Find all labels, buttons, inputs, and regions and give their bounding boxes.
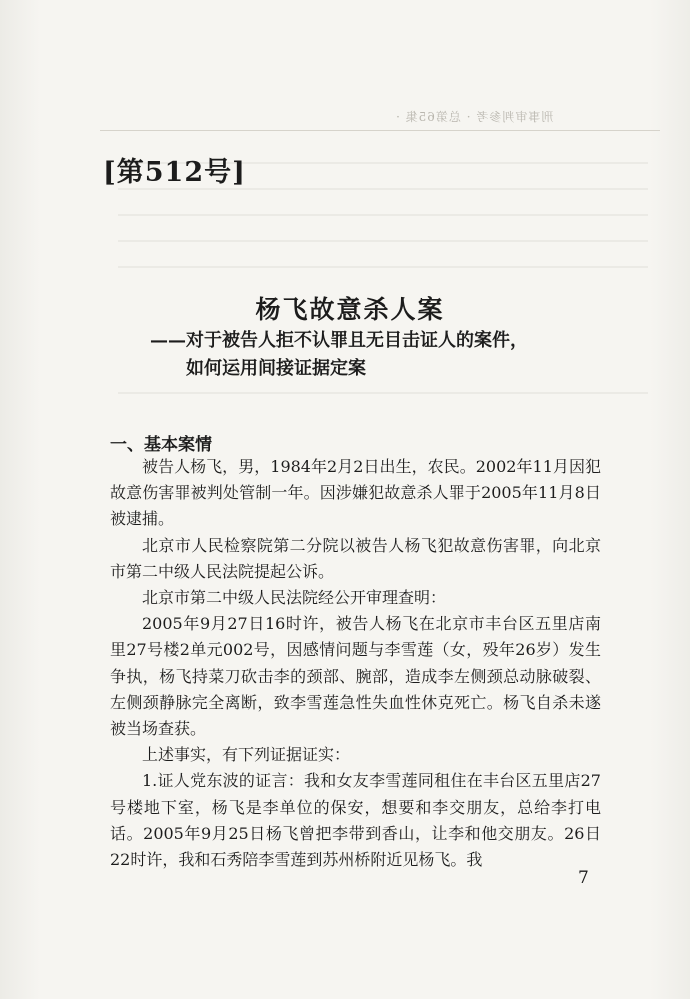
paragraph-prosecution: 北京市人民检察院第二分院以被告人杨飞犯故意伤害罪，向北京市第二中级人民法院提起公诉。 (110, 535, 601, 581)
paragraph-defendant-info: 被告人杨飞，男，1984年2月2日出生，农民。2002年11月因犯故意伤害罪被判处管制一年。因涉嫌犯故意杀人罪于2005年11月8日被逮捕。 (110, 457, 601, 529)
paragraph-facts: 2005年9月27日16时许，被告人杨飞在北京市丰台区五里店南里27号楼2单元002号，因感情问题与李雪莲（女，殁年26岁）发生争执，杨飞持菜刀砍击李的颈部、腕部，造成李左侧颈总动脉破裂、左侧颈静脉完全离断，致李雪莲急性失血性休克死亡。杨飞自杀未遂被当场查获。 (110, 614, 601, 739)
bleedthrough-texture (118, 214, 648, 216)
case-number: [第512号] (103, 157, 246, 188)
case-subtitle-line-2: 如何运用间接证据定案 (186, 358, 366, 379)
header-rule (100, 130, 660, 131)
paragraph-evidence-intro: 上述事实，有下列证据证实： (142, 745, 351, 765)
running-header-bleedthrough: 刑事审判参考 · 总第65集 · (395, 110, 554, 124)
bleedthrough-texture (118, 266, 648, 268)
page-number: 7 (578, 868, 589, 888)
section-heading: 一、基本案情 (110, 435, 212, 455)
case-subtitle-line-1: ——对于被告人拒不认罪且无目击证人的案件， (150, 330, 528, 351)
bleedthrough-texture (118, 240, 648, 242)
case-title: 杨飞故意杀人案 (255, 295, 445, 324)
bleedthrough-texture (118, 392, 648, 394)
paragraph-court-finding-intro: 北京市第二中级人民法院经公开审理查明： (142, 588, 447, 608)
paragraph-witness-testimony: 1.证人党东波的证言：我和女友李雪莲同租住在丰台区五里店27号楼地下室，杨飞是李单位的保安，想要和李交朋友，总给李打电话。2005年9月25日杨飞曾把李带到香山，让李和他交朋友。26日22时许，我和石秀陪李雪莲到苏州桥附近见杨飞。我 (110, 771, 601, 870)
body-text (110, 454, 601, 873)
